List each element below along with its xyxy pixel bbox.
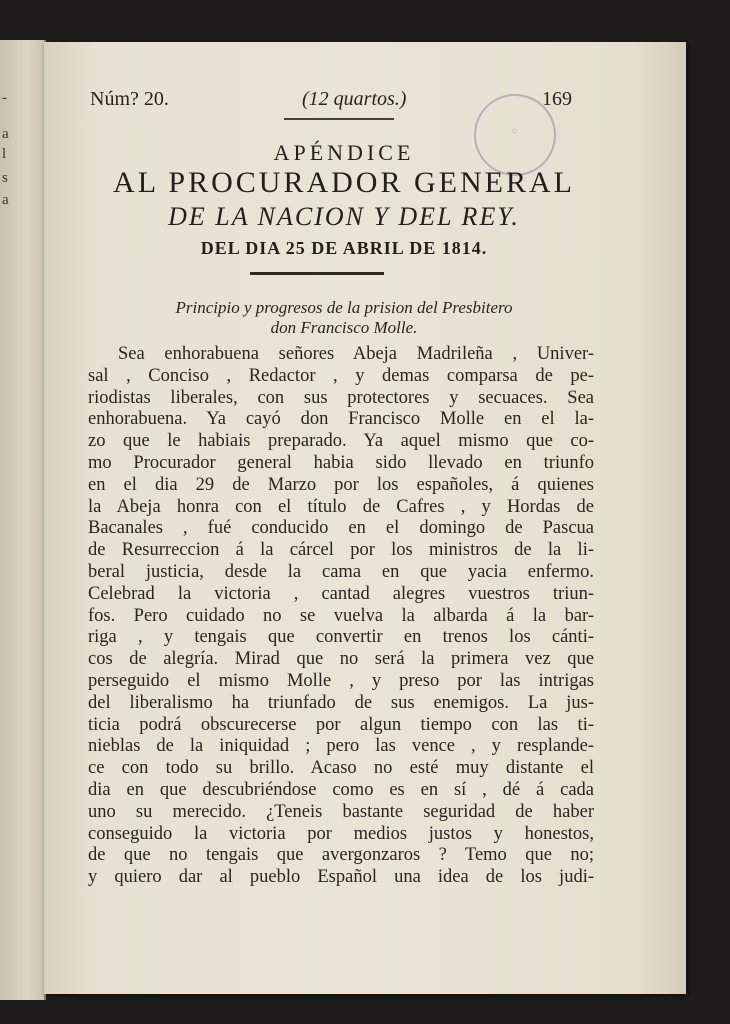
body-line: en el dia 29 de Marzo por los españoles, á quienes [88, 474, 594, 495]
title-date: DEL DIA 25 DE ABRIL DE 1814. [200, 238, 488, 258]
library-stamp: ○ [474, 94, 556, 176]
facing-page-edge [0, 40, 46, 1000]
body-line: riga , y tengais que convertir en trenos los cánti- [88, 627, 594, 648]
body-line: de que no tengais que avergonzaros ? Temo que no; [88, 845, 594, 866]
body-line: Bacanales , fué conducido en el domingo de Pascua [88, 518, 594, 539]
article-body [88, 344, 594, 889]
body-line: del liberalismo ha triunfado de sus enemigos. La jus- [88, 692, 594, 713]
title-procurador: AL PROCURADOR GENERAL [113, 166, 575, 199]
title-divider [250, 272, 384, 275]
body-line: sal , Conciso , Redactor , y demas comparsa de pe- [88, 365, 594, 386]
body-line: la Abeja honra con el título de Cafres , y Hordas de [88, 496, 594, 517]
article-heading [74, 298, 614, 338]
facing-page-fragment: s [2, 170, 8, 186]
body-line: zo que le habiais preparado. Ya aquel mismo que co- [88, 431, 594, 452]
facing-page-fragment: a [2, 126, 9, 142]
facing-page-fragment: - [2, 90, 7, 106]
body-line: enhorabuena. Ya cayó don Francisco Molle en el la- [88, 409, 594, 430]
body-line: y quiero dar al pueblo Español una idea de los judi- [88, 867, 594, 888]
body-line: perseguido el mismo Molle , y preso por las intrigas [88, 670, 594, 691]
body-line: cos de alegría. Mirad que no será la primera vez que [88, 649, 594, 670]
body-line: Celebrad la victoria , cantad alegres vuestros triun- [88, 583, 594, 604]
body-line: ce con todo su brillo. Acaso no esté muy distante el [88, 758, 594, 779]
body-line: Sea enhorabuena señores Abeja Madrileña , Univer- [118, 344, 594, 364]
facing-page-fragment: a [2, 192, 9, 208]
body-line: beral justicia, desde la cama en que yacia enfermo. [88, 561, 594, 582]
body-line: conseguido la victoria por medios justos y honestos, [88, 823, 594, 844]
facing-page-fragment: l [2, 146, 7, 162]
article-heading-line: Principio y progresos de la prision del Presbitero [175, 298, 513, 317]
issue-price: (12 quartos.) [302, 88, 407, 110]
body-line: nieblas de la iniquidad ; pero las vence , y resplande- [88, 736, 594, 757]
article-heading-line: don Francisco Molle. [270, 318, 418, 337]
body-line: de Resurreccion á la cárcel por los ministros de la li- [88, 540, 594, 561]
issue-number: Núm? 20. [90, 88, 169, 110]
page-number: 169 [542, 88, 572, 110]
title-appendix: APÉNDICE [273, 140, 415, 165]
document-page [44, 42, 686, 994]
title-nacion: DE LA NACION Y DEL REY. [168, 202, 520, 231]
body-line: dia en que descubriéndose como es en sí , dé á cada [88, 779, 594, 800]
body-line: fos. Pero cuidado no se vuelva la albarda á la bar- [88, 605, 594, 626]
header-ornament-rule [284, 118, 394, 120]
body-line: uno su merecido. ¿Teneis bastante seguridad de haber [88, 801, 594, 822]
body-line: ticia podrá obscurecerse por algun tiempo con las ti- [88, 714, 594, 735]
body-line: mo Procurador general habia sido llevado en triunfo [88, 452, 594, 473]
running-header [90, 88, 572, 114]
body-line: riodistas liberales, con sus protectores y secuaces. Sea [88, 387, 594, 408]
